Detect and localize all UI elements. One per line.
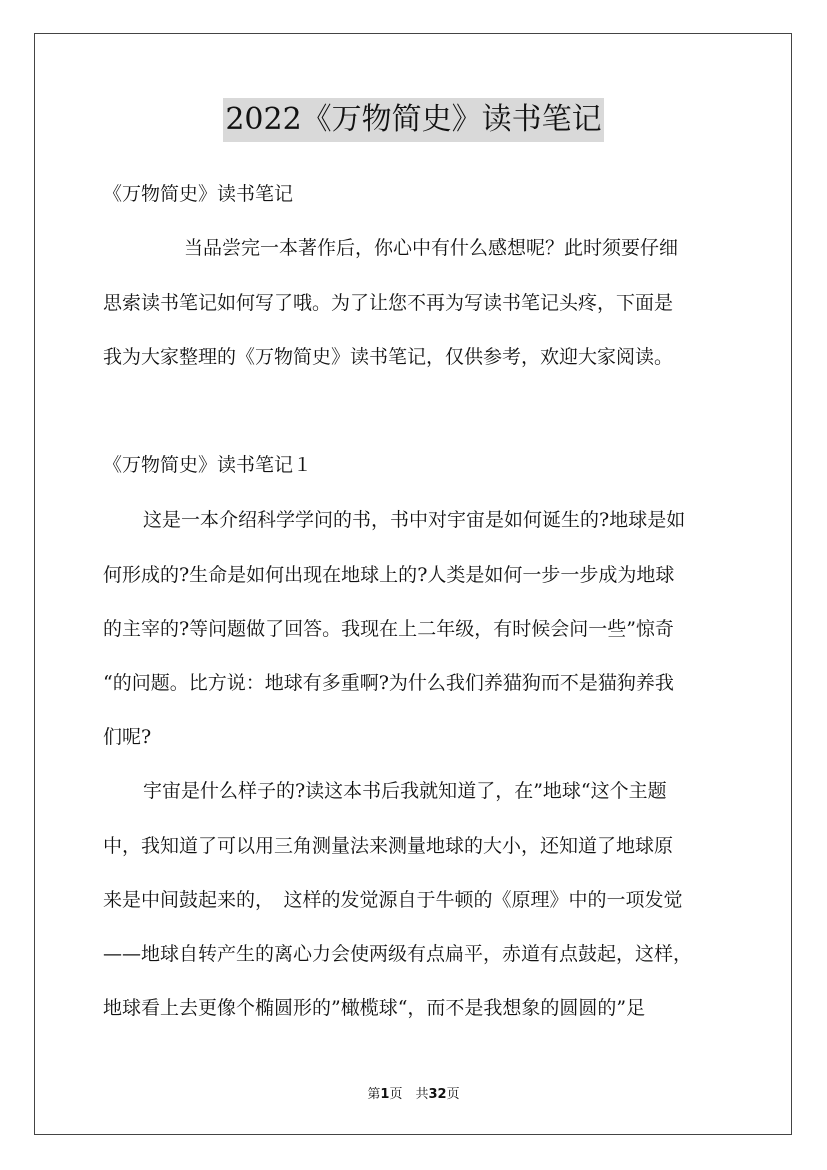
paragraph-line: 们呢? [103,726,152,748]
paragraph-line: 宇宙是什么样子的?读这本书后我就知道了，在”地球“这个主题 [143,780,667,802]
section-heading: 《万物简史》读书笔记 [103,183,294,205]
paragraph-line: 这是一本介绍科学学问的书，书中对宇宙是如何诞生的?地球是如 [143,509,686,531]
document-title-wrap [0,98,827,142]
page-suffix: 页 [446,1087,460,1102]
paragraph-line: 地球看上去更像个椭圆形的”橄榄球“，而不是我想象的圆圆的”足 [103,997,646,1019]
section-heading: 《万物简史》读书笔记１ [103,454,313,476]
paragraph-line: 的主宰的?等问题做了回答。我现在上二年级，有时候会问一些”惊奇 [103,618,674,640]
page-total: 32 [428,1087,447,1102]
paragraph-line: 我为大家整理的《万物简史》读书笔记，仅供参考，欢迎大家阅读。 [103,346,674,368]
document-title: 2022《万物简史》读书笔记 [223,98,603,142]
paragraph-line: “的问题。比方说：地球有多重啊?为什么我们养猫狗而不是猫狗养我 [103,672,674,694]
paragraph-line: 思索读书笔记如何写了哦。为了让您不再为写读书笔记头疼，下面是 [103,292,674,314]
page-current: 1 [380,1087,390,1102]
page-footer [0,1083,827,1102]
paragraph-line: 中，我知道了可以用三角测量法来测量地球的大小，还知道了地球原 [103,835,674,857]
paragraph-line: 何形成的?生命是如何出现在地球上的?人类是如何一步一步成为地球 [103,564,675,586]
paragraph-line: ——地球自转产生的离心力会使两级有点扁平，赤道有点鼓起，这样， [103,943,693,965]
paragraph-line: 当品尝完一本著作后，你心中有什么感想呢？此时须要仔细 [184,237,679,259]
paragraph-line: 来是中间鼓起来的， 这样的发觉源自于牛顿的《原理》中的一项发觉 [103,889,683,911]
page-prefix: 第 [367,1087,381,1102]
page-mid: 页 共 [389,1087,429,1102]
